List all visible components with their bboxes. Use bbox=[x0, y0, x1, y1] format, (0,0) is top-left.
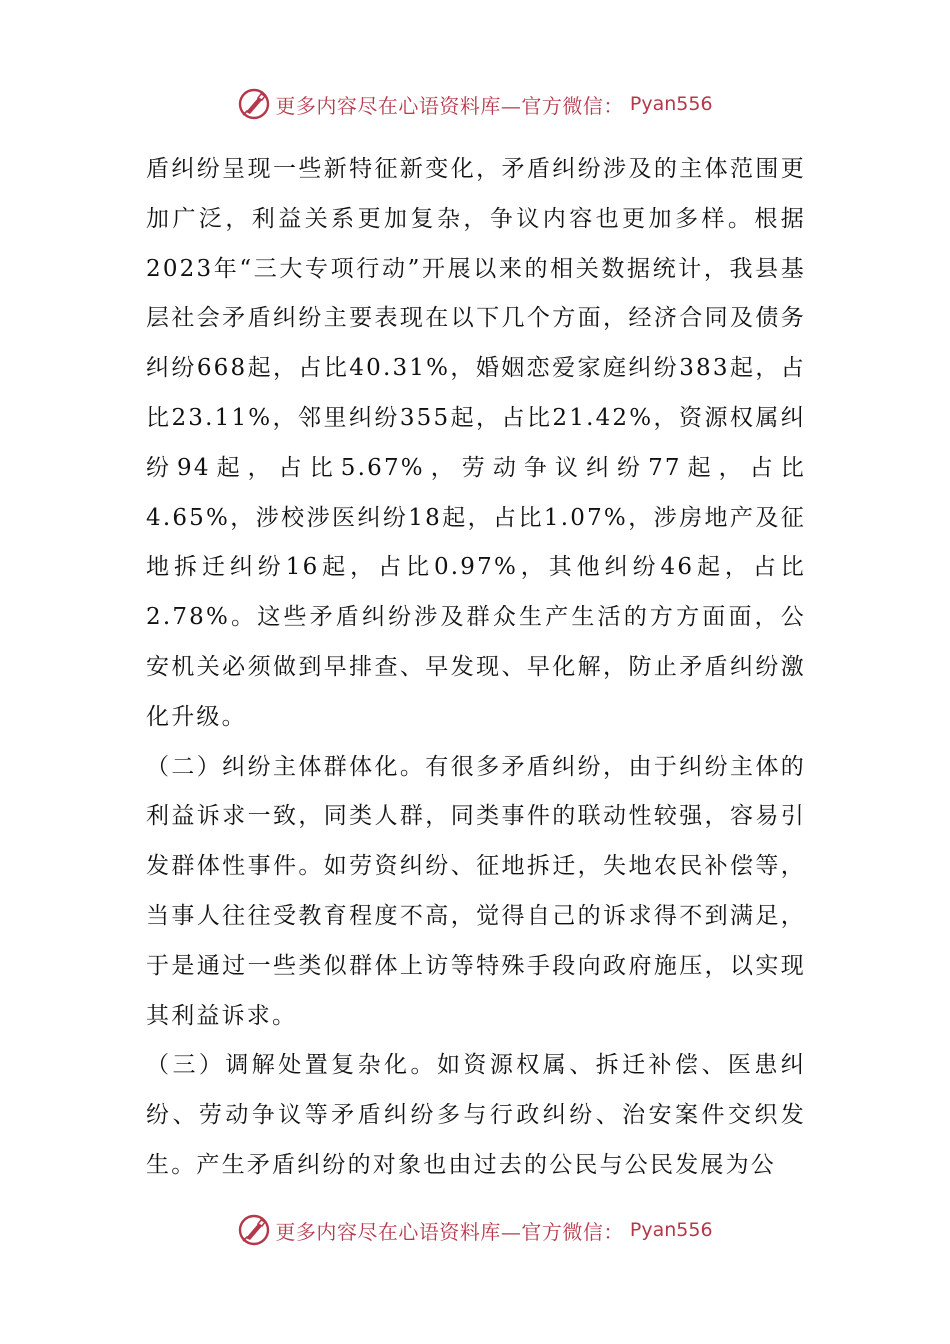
header-banner bbox=[0, 84, 950, 124]
paragraph-statistics: 盾纠纷呈现一些新特征新变化，矛盾纠纷涉及的主体范围更加广泛，利益关系更加复杂，争议内容也更加多样。根据2023年“三大专项行动”开展以来的相关数据统计，我县基层社会矛盾纠纷主要表现在以下几个方面，经济合同及债务纠纷668起，占比40.31%，婚姻恋爱家庭纠纷383起，占比23.11%，邻里纠纷355起，占比21.42%，资源权属纠纷94起，占比5.67%，劳动争议纠纷77起，占比4.65%，涉校涉医纠纷18起，占比1.07%，涉房地产及征地拆迁纠纷16起，占比0.97%，其他纠纷46起，占比2.78%。这些矛盾纠纷涉及群众生产生活的方方面面，公安机关必须做到早排查、早发现、早化解，防止矛盾纠纷激化升级。 bbox=[146, 156, 806, 730]
header-wechat-id: Pyan556 bbox=[629, 93, 713, 115]
footer-wechat-id: Pyan556 bbox=[629, 1219, 713, 1241]
document-body bbox=[146, 145, 806, 1191]
footer-banner bbox=[0, 1210, 950, 1250]
header-brand-text: 更多内容尽在心语资料库—官方微信： bbox=[275, 93, 624, 118]
paragraph-section-three: （三）调解处置复杂化。如资源权属、拆迁补偿、医患纠纷、劳动争议等矛盾纠纷多与行政纠纷、治安案件交织发生。产生矛盾纠纷的对象也由过去的公民与公民发展为公 bbox=[146, 1052, 806, 1178]
pen-nib-logo-icon bbox=[237, 87, 271, 121]
pen-nib-logo-icon bbox=[237, 1213, 271, 1247]
footer-brand-text: 更多内容尽在心语资料库—官方微信： bbox=[275, 1219, 624, 1244]
paragraph-section-two: （二）纠纷主体群体化。有很多矛盾纠纷，由于纠纷主体的利益诉求一致，同类人群，同类事件的联动性较强，容易引发群体性事件。如劳资纠纷、征地拆迁，失地农民补偿等，当事人往往受教育程度不高，觉得自己的诉求得不到满足，于是通过一些类似群体上访等特殊手段向政府施压，以实现其利益诉求。 bbox=[146, 753, 806, 1029]
